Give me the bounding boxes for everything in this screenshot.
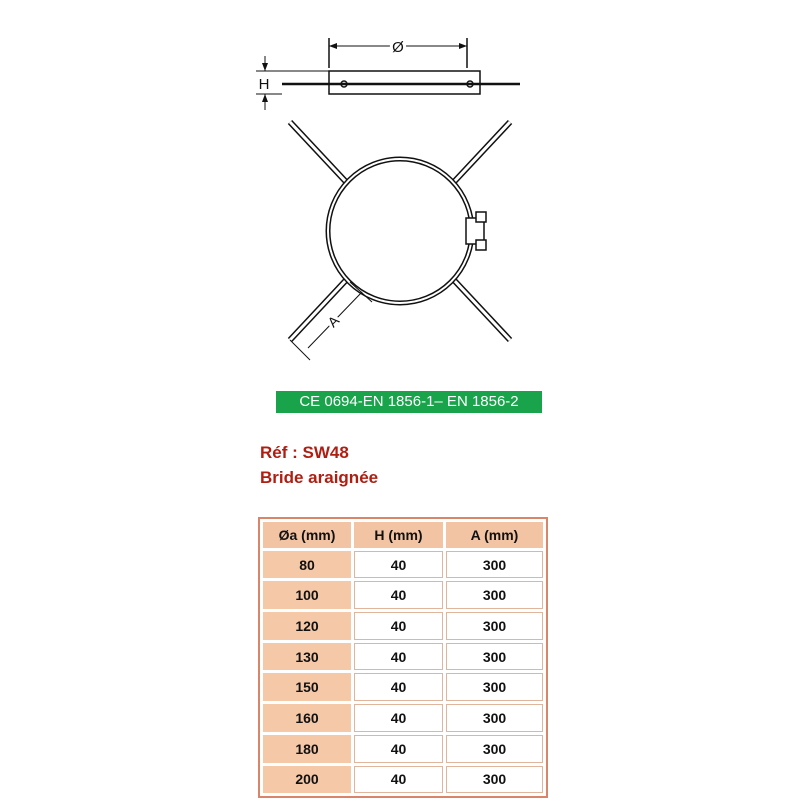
cell-height: 40: [354, 766, 443, 794]
cell-arm-length: 300: [446, 612, 543, 640]
arm-inner-bottom-right: [452, 278, 510, 340]
cell-diameter: 200: [263, 766, 351, 794]
table-row: [263, 735, 543, 763]
cell-height: 40: [354, 704, 443, 732]
table-row: [263, 766, 543, 794]
band-side-view: [329, 71, 480, 94]
arm-label: A: [324, 312, 343, 331]
cell-arm-length: 300: [446, 551, 543, 579]
cell-diameter: 160: [263, 704, 351, 732]
cell-height: 40: [354, 551, 443, 579]
cell-diameter: 100: [263, 581, 351, 609]
table-row: [263, 612, 543, 640]
clamp-nut: [476, 212, 486, 222]
certification-banner: CE 0694-EN 1856-1– EN 1856-2: [276, 391, 542, 413]
table-row: [263, 551, 543, 579]
cell-diameter: 130: [263, 643, 351, 671]
cell-height: 40: [354, 643, 443, 671]
cell-height: 40: [354, 612, 443, 640]
arm-inner-top-left: [290, 122, 348, 184]
cell-height: 40: [354, 581, 443, 609]
cell-arm-length: 300: [446, 673, 543, 701]
cell-diameter: 180: [263, 735, 351, 763]
cell-height: 40: [354, 735, 443, 763]
cell-arm-length: 300: [446, 704, 543, 732]
height-label: H: [258, 76, 270, 93]
cell-arm-length: 300: [446, 735, 543, 763]
header-diameter: Øa (mm): [263, 522, 351, 548]
cell-diameter: 120: [263, 612, 351, 640]
table-row: [263, 704, 543, 732]
cell-height: 40: [354, 673, 443, 701]
arm-inner-bottom-left: [290, 278, 348, 340]
diameter-arrow-right: [459, 43, 467, 49]
header-arm-length: A (mm): [446, 522, 543, 548]
dimensions-table: [258, 517, 548, 798]
product-name: Bride araignée: [260, 468, 379, 487]
clamp-bolt-end: [476, 240, 486, 250]
cell-diameter: 80: [263, 551, 351, 579]
table-row: [263, 581, 543, 609]
arm-dimension-ext1: [290, 340, 310, 360]
header-height: H (mm): [354, 522, 443, 548]
table-row: [263, 643, 543, 671]
product-reference: Réf : SW48: [260, 443, 349, 462]
cell-diameter: 150: [263, 673, 351, 701]
cell-arm-length: 300: [446, 766, 543, 794]
height-arrowhead-top: [262, 63, 268, 71]
height-arrowhead-bottom: [262, 94, 268, 102]
table-header-row: [263, 522, 543, 548]
cell-arm-length: 300: [446, 643, 543, 671]
diameter-arrow-left: [329, 43, 337, 49]
table-row: [263, 673, 543, 701]
diameter-label: Ø: [392, 39, 404, 56]
cell-arm-length: 300: [446, 581, 543, 609]
arm-inner-top-right: [452, 122, 510, 184]
